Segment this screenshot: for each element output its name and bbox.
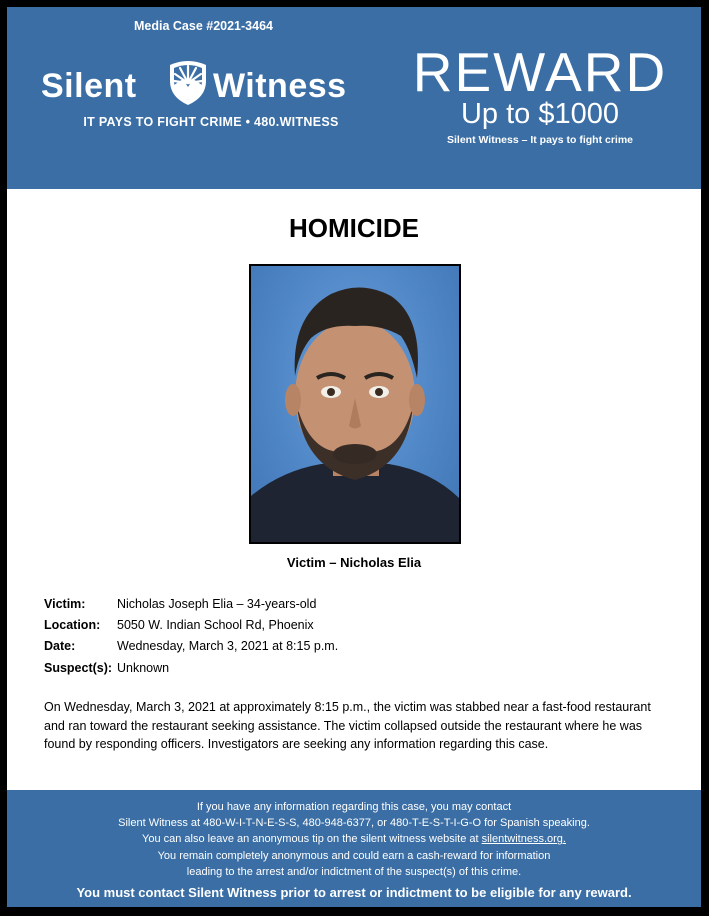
fact-label: Suspect(s): [44,661,113,675]
flyer [7,7,701,907]
fact-label: Location: [44,618,101,632]
footer-line: Silent Witness at 480-W-I-T-N-E-S-S, 480-948-6377, or 480-T-E-S-T-I-G-O for Spanish speaking. [118,817,590,830]
fact-value: Nicholas Joseph Elia – 34-years-old [117,597,317,611]
case-number: Media Case #2021-3464 [134,19,273,33]
footer-line: You remain completely anonymous and could earn a cash-reward for information [157,849,551,862]
logo-word-silent: Silent [41,67,137,105]
fact-label: Date: [44,639,76,653]
fact-value: 5050 W. Indian School Rd, Phoenix [117,618,314,632]
case-narrative: On Wednesday, March 3, 2021 at approximately 8:15 p.m., the victim was stabbed near a fast-food restaurant and ran toward the restaurant seeking assistance. The victim collapsed outside the restaurant where he was found by responding officers. Investigators are seeking any information regarding this case. [44,700,651,751]
footer-line: If you have any information regarding this case, you may contact [196,801,512,813]
victim-photo [249,264,461,544]
website-link[interactable]: silentwitness.org. [481,833,566,846]
victim-portrait-image [251,266,459,542]
reward-amount: Up to $1000 [460,98,619,130]
eligibility-notice: You must contact Silent Witness prior to arrest or indictment to be eligible for any reward. [76,885,632,900]
photo-caption: Victim – Nicholas Elia [286,555,422,570]
shield-sunburst-icon [166,57,210,107]
reward-title: REWARD [412,41,668,103]
header-banner [7,7,701,189]
footer-line: leading to the arrest and/or indictment of the suspect(s) of this crime. [186,865,522,878]
footer-line [7,831,701,847]
fact-value: Wednesday, March 3, 2021 at 8:15 p.m. [117,639,339,653]
footer-banner [7,790,701,907]
fact-label: Victim: [44,597,86,611]
crime-type-title: HOMICIDE [289,213,419,243]
footer-info [7,799,701,880]
silent-witness-logo [41,55,381,139]
fact-value: Unknown [117,661,170,675]
logo-word-witness: Witness [213,67,347,105]
footer-line-text: You can also leave an anonymous tip on the silent witness website at [142,833,482,846]
reward-tagline: Silent Witness – It pays to fight crime [446,134,634,146]
logo-tagline: IT PAYS TO FIGHT CRIME • 480.WITNESS [83,115,339,129]
